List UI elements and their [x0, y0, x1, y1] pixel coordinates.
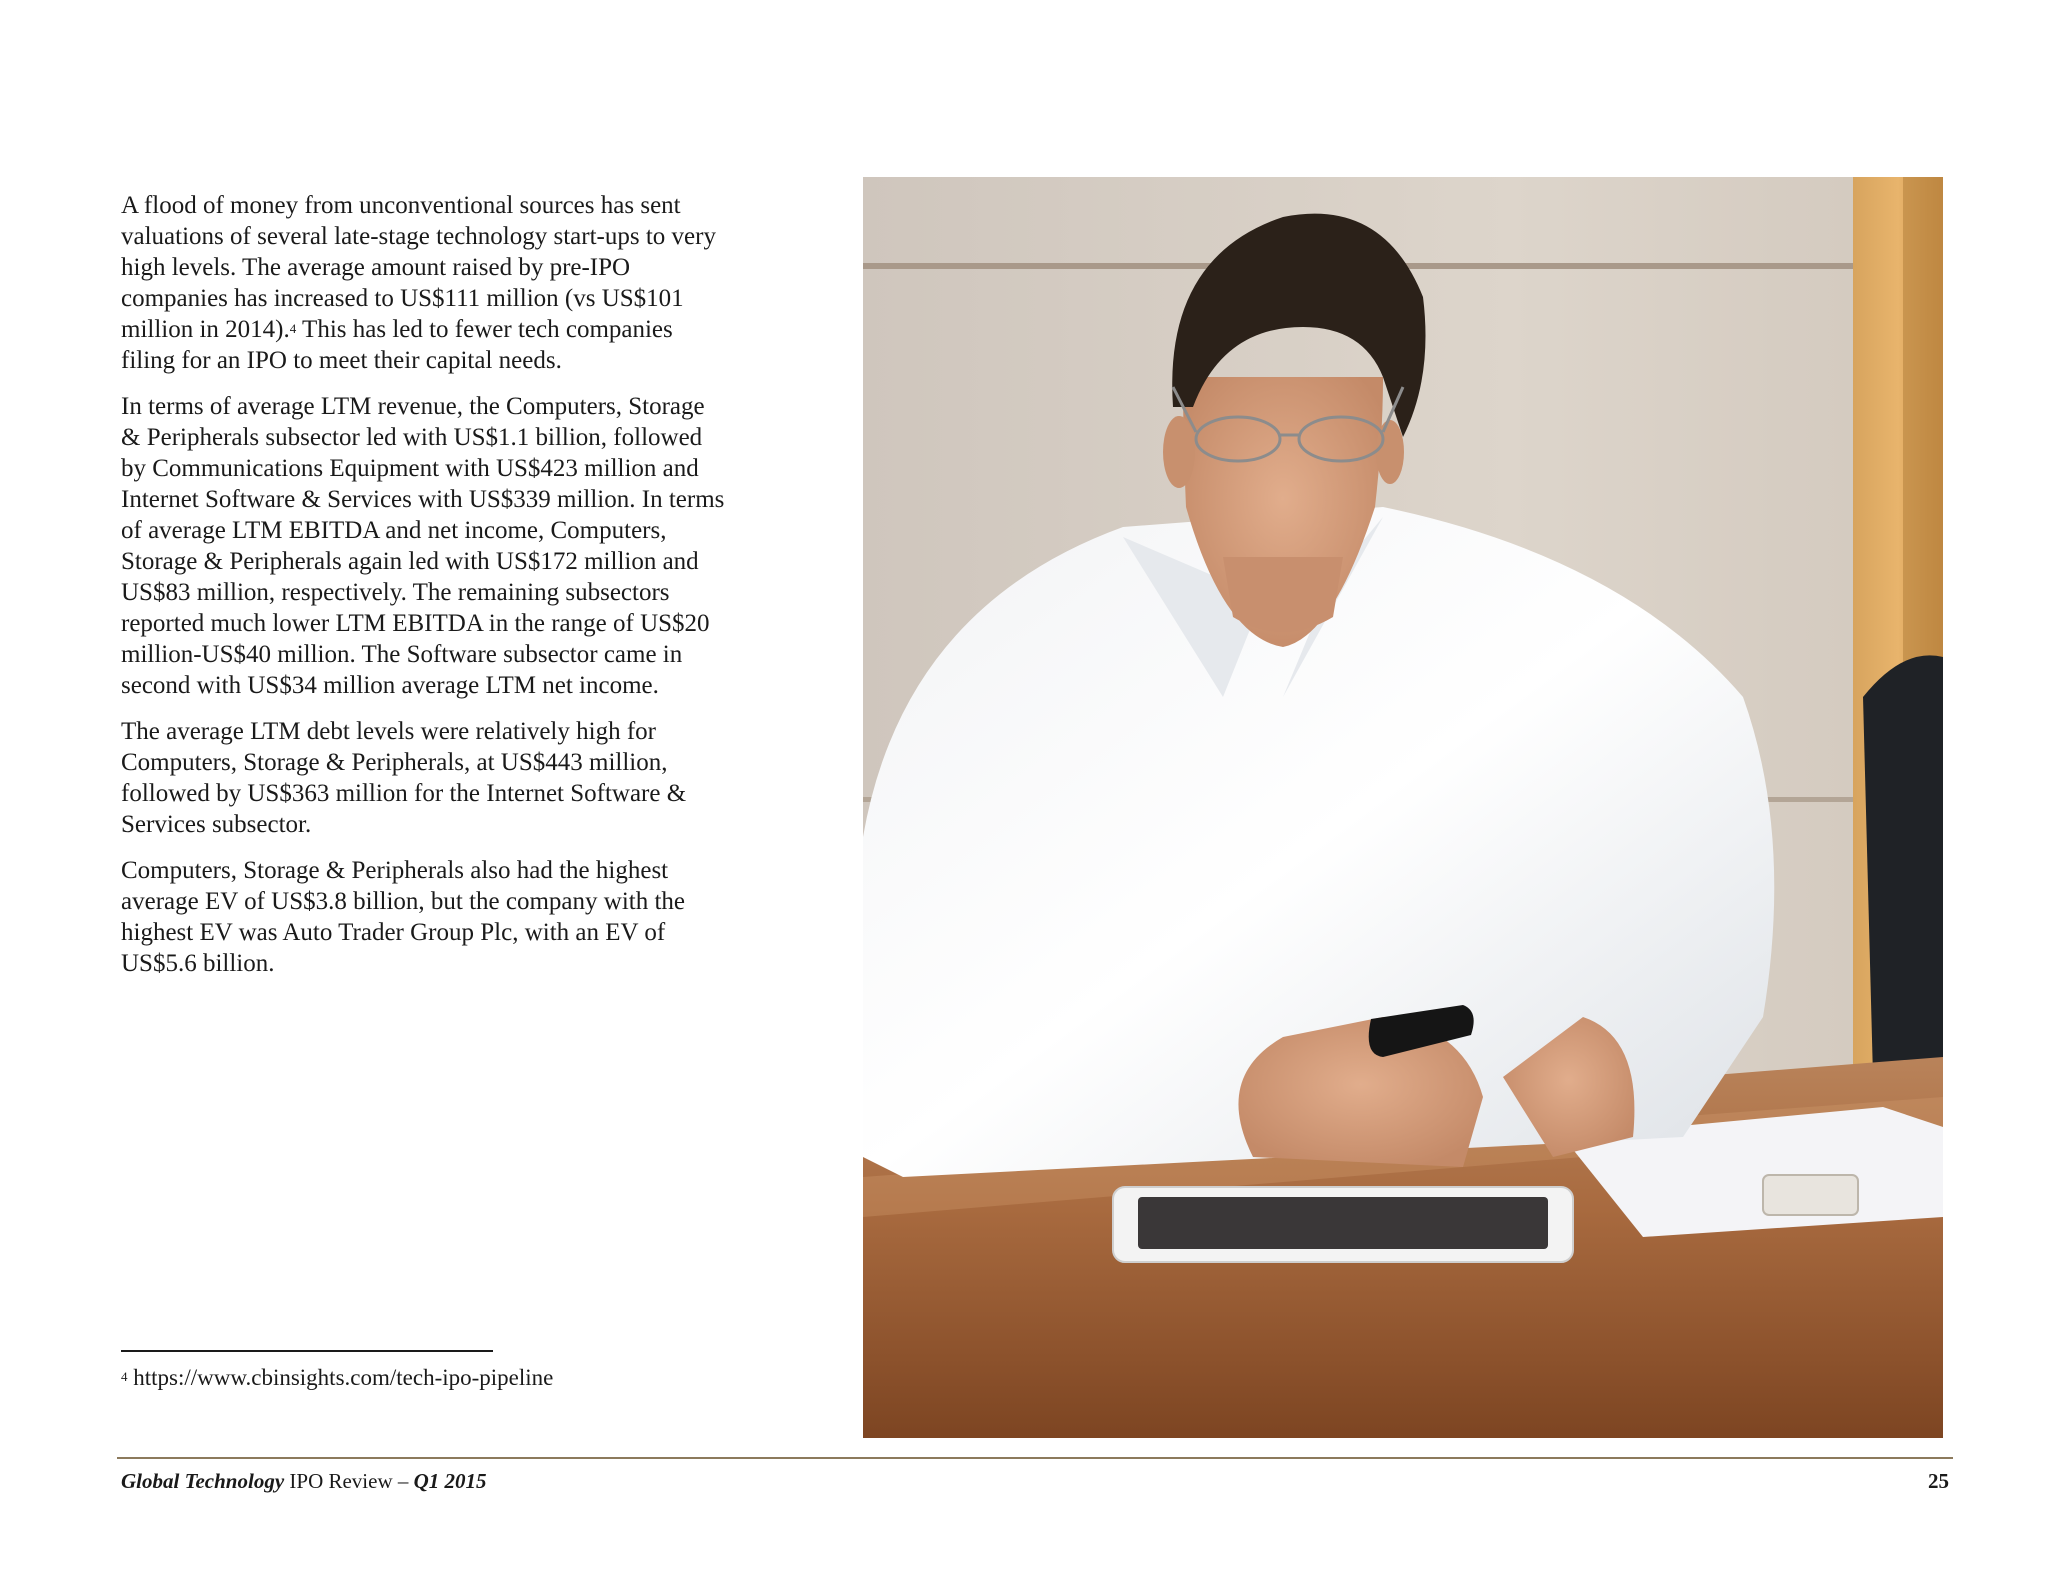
footnote: [121, 1364, 553, 1392]
paragraph-1: [121, 190, 726, 376]
page-number: 25: [1928, 1469, 1949, 1493]
paragraph-1-text-cont: This has led to fewer tech companies filing for an IPO to meet their capital needs.: [121, 316, 673, 374]
footer-divider: [117, 1457, 1953, 1459]
footnote-number: 4: [121, 1369, 128, 1384]
footer-period: Q1 2015: [413, 1469, 487, 1493]
footer-title-regular: IPO Review –: [284, 1469, 414, 1493]
footnote-reference[interactable]: 4: [289, 321, 297, 336]
paragraph-1-text: A flood of money from unconventional sources has sent valuations of several late-stage technology start-ups to very high levels. The average amount raised by pre-IPO companies has increased to US$111 million (vs US$101 million in 2014).: [121, 192, 716, 343]
footnote-divider: [121, 1350, 493, 1352]
photo-illustration: [863, 177, 1943, 1438]
paragraph-4: Computers, Storage & Peripherals also had the highest average EV of US$3.8 billion, but the company with the highest EV was Auto Trader Group Plc, with an EV of US$5.6 billion.: [121, 857, 686, 977]
paragraph-3: The average LTM debt levels were relatively high for Computers, Storage & Peripherals, at US$443 million, followed by US$363 million for the Internet Software & Services subsector.: [121, 718, 687, 838]
photo-man-using-phone: [863, 177, 1943, 1438]
paragraph-2: In terms of average LTM revenue, the Computers, Storage & Peripherals subsector led with US$1.1 billion, followed by Communications Equipment with US$423 million and Internet Software & Services with US$339 million. In terms of average LTM EBITDA and net income, Computers, Storage & Peripherals again led with US$172 million and US$83 million, respectively. The remaining subsectors reported much lower LTM EBITDA in the range of US$20 million-US$40 million. The Software subsector came in second with US$34 million average LTM net income.: [121, 393, 725, 699]
body-text: [121, 190, 726, 994]
footer-title-bold: Global Technology: [121, 1469, 285, 1493]
footer-publication-title: [121, 1467, 487, 1495]
footnote-link[interactable]: https://www.cbinsights.com/tech-ipo-pipeline: [127, 1365, 554, 1390]
